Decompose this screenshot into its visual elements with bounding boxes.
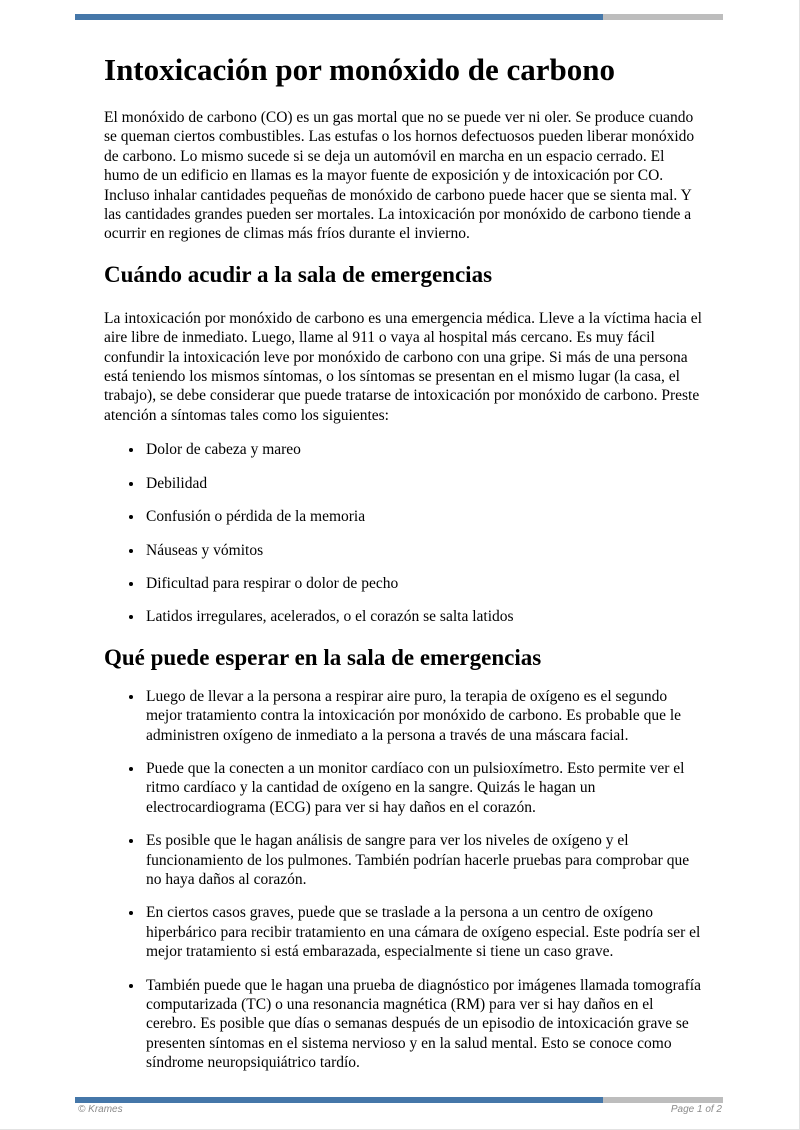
footer-copyright: © Krames bbox=[78, 1104, 123, 1115]
symptoms-list bbox=[104, 440, 702, 626]
expectation-item: • También puede que le hagan una prueba de diagnóstico por imágenes llamada tomografía computarizada (TC) o una resonancia magnética (RM) para ver si hay daños en el cerebro. Es posible que días o semanas después de un episodio de intoxicación grave se presenten síntomas en el sistema nervioso y en la salud mental. Esto se conoce como síndrome neuropsiquiátrico tardío. bbox=[144, 976, 702, 1073]
symptom-item: • Confusión o pérdida de la memoria bbox=[144, 507, 702, 526]
expectation-item: • En ciertos casos graves, puede que se traslade a la persona a un centro de oxígeno hiperbárico para recibir tratamiento en una cámara de oxígeno especial. Este podría ser el mejor tratamiento si está embarazada, especialmente si tiene un caso grave. bbox=[144, 903, 702, 961]
expectation-item: • Luego de llevar a la persona a respirar aire puro, la terapia de oxígeno es el segundo mejor tratamiento contra la intoxicación por monóxido de carbono. Es probable que le administren oxígeno de inmediato a la persona a través de una máscara facial. bbox=[144, 687, 702, 745]
page-title: Intoxicación por monóxido de carbono bbox=[104, 52, 615, 87]
footer-page-number: Page 1 of 2 bbox=[670, 1104, 722, 1115]
symptom-item: • Dolor de cabeza y mareo bbox=[144, 440, 702, 459]
bottom-divider-blue-segment bbox=[75, 1097, 603, 1103]
expectation-item: • Puede que la conecten a un monitor cardíaco con un pulsioxímetro. Esto permite ver el ritmo cardíaco y la cantidad de oxígeno en la sangre. Quizás le hagan un electrocardiograma (ECG) para ver si hay daños en el corazón. bbox=[144, 759, 702, 817]
expectations-list bbox=[104, 687, 702, 1073]
intro-paragraph: El monóxido de carbono (CO) es un gas mortal que no se puede ver ni oler. Se produce cuando se queman ciertos combustibles. Las estufas o los hornos defectuosos pueden liberar monóxido de carbono. Lo mismo sucede si se deja un automóvil en marcha en un espacio cerrado. El humo de un edificio en llamas es la mayor fuente de exposición y de intoxicación por CO. Incluso inhalar cantidades pequeñas de monóxido de carbono puede hacer que se sienta mal. Y las cantidades grandes pueden ser mortales. La intoxicación por monóxido de carbono tiende a ocurrir en regiones de climas más fríos durante el invierno. bbox=[104, 109, 695, 243]
section-heading-when-to-go: Cuándo acudir a la sala de emergencias bbox=[104, 261, 493, 287]
symptom-item: • Dificultad para respirar o dolor de pecho bbox=[144, 574, 702, 593]
bottom-divider-rule bbox=[75, 1097, 723, 1103]
page-footer bbox=[78, 1104, 722, 1115]
symptom-item: • Debilidad bbox=[144, 474, 702, 493]
section-heading-what-to-expect: Qué puede esperar en la sala de emergencias bbox=[104, 644, 542, 670]
bottom-divider-gray-segment bbox=[603, 1097, 723, 1103]
expectation-item: • Es posible que le hagan análisis de sangre para ver los niveles de oxígeno y el funcionamiento de los pulmones. También podrían hacerle pruebas para comprobar que no haya daños al corazón. bbox=[144, 831, 702, 889]
symptom-item: • Latidos irregulares, acelerados, o el corazón se salta latidos bbox=[144, 607, 702, 626]
section-paragraph-when-to-go: La intoxicación por monóxido de carbono es una emergencia médica. Lleve a la víctima hacia el aire libre de inmediato. Luego, llame al 911 o vaya al hospital más cercano. Es muy fácil confundir la intoxicación leve por monóxido de carbono con una gripe. Si más de una persona está teniendo los mismos síntomas, o los síntomas se presentan en el mismo lugar (la casa, el trabajo), se debe considerar que puede tratarse de intoxicación por monóxido de carbono. Preste atención a síntomas tales como los siguientes: bbox=[104, 309, 702, 424]
symptom-item: • Náuseas y vómitos bbox=[144, 541, 702, 560]
document-content bbox=[104, 0, 702, 1087]
